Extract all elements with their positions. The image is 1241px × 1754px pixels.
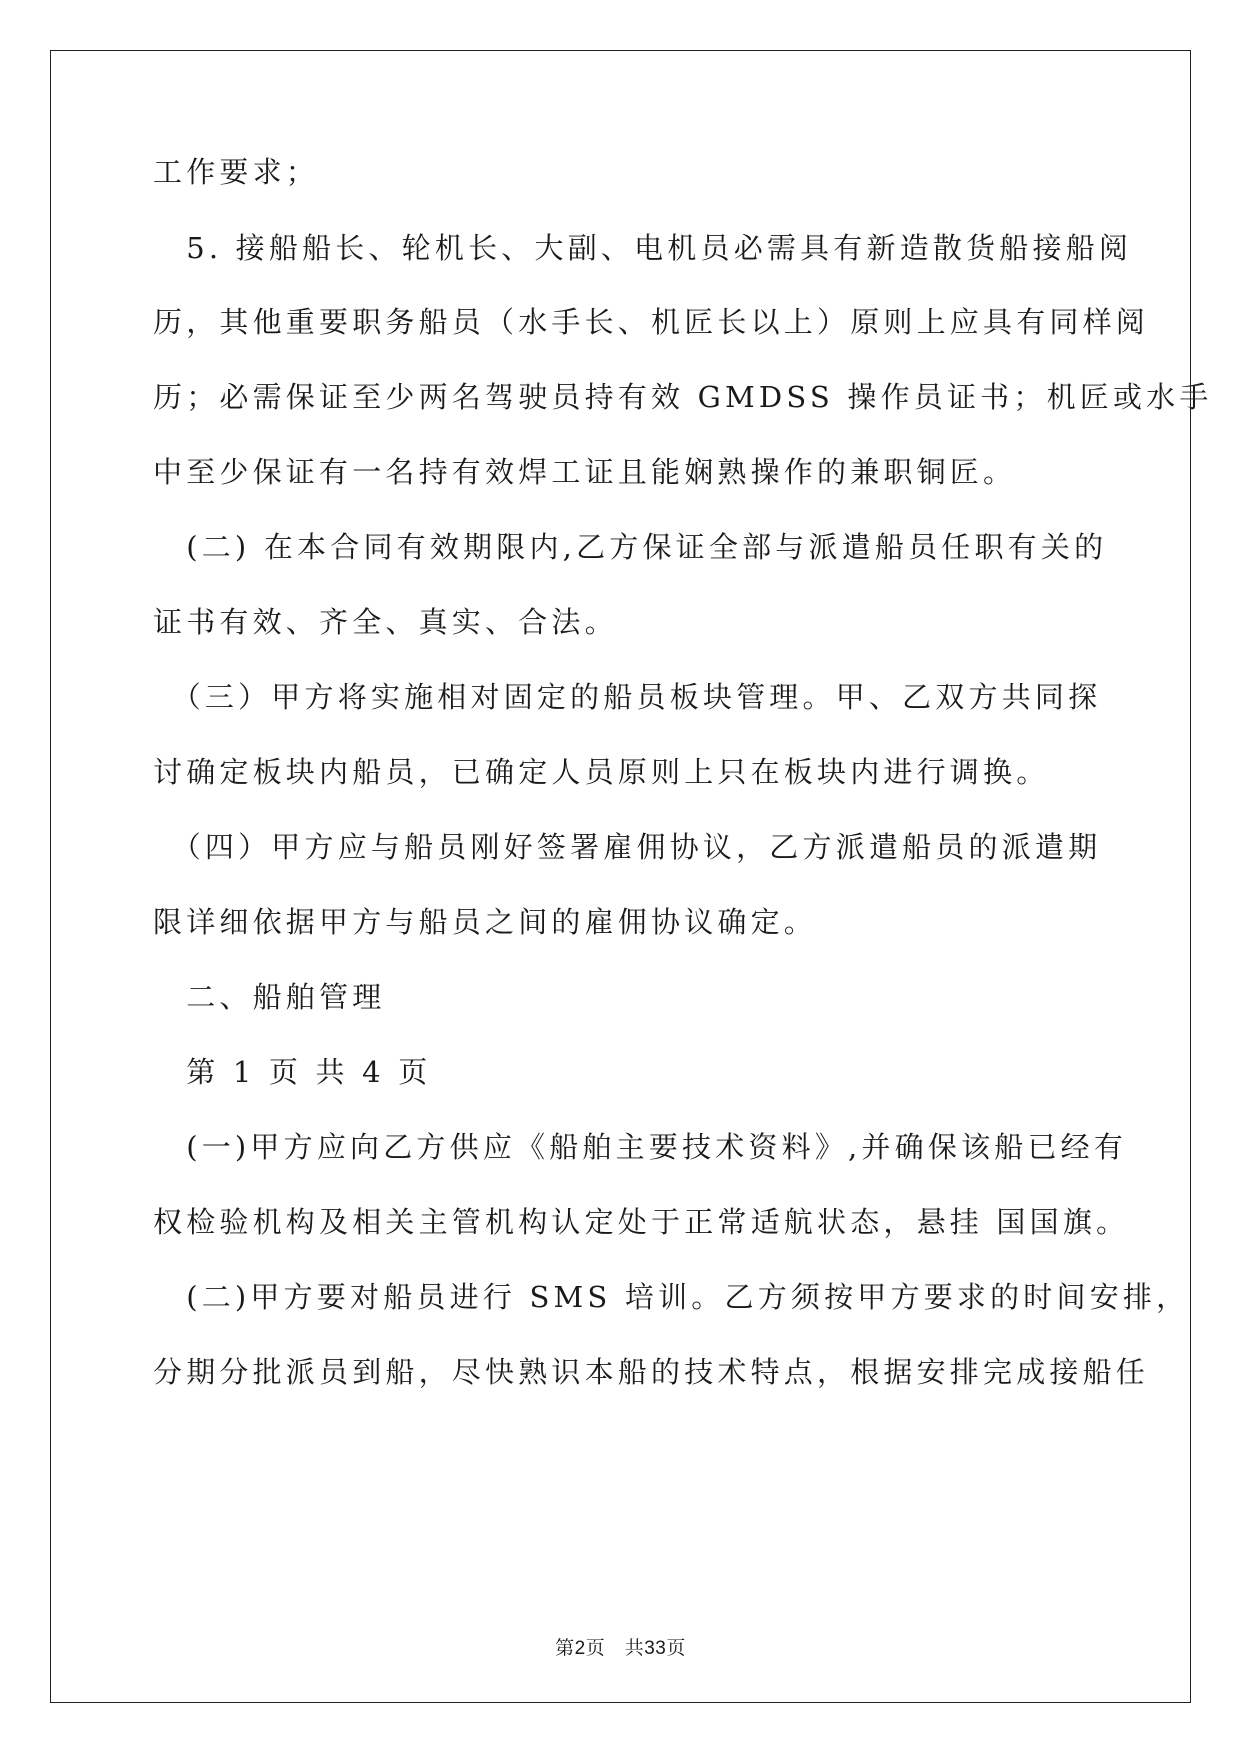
footer-prefix: 第	[555, 1637, 575, 1659]
footer-suffix: 页	[666, 1637, 686, 1659]
inline-page-marker: 第 1 页 共 4 页	[153, 1055, 432, 1089]
paragraph-line: 分期分批派员到船，尽快熟识本船的技术特点，根据安排完成接船任	[153, 1355, 1150, 1389]
paragraph-line: (二) 在本合同有效期限内,乙方保证全部与派遣船员任职有关的	[153, 530, 1108, 564]
footer-middle: 页 共	[585, 1637, 645, 1659]
page-border	[50, 50, 1191, 1703]
paragraph-line: 5. 接船船长、轮机长、大副、电机员必需具有新造散货船接船阅	[153, 231, 1133, 265]
page-footer	[0, 1633, 1241, 1660]
paragraph-line: 历，其他重要职务船员（水手长、机匠长以上）原则上应具有同样阅	[153, 305, 1150, 339]
paragraph-line: 限详细依据甲方与船员之间的雇佣协议确定。	[153, 905, 818, 939]
footer-current-page: 2	[574, 1638, 586, 1659]
paragraph-line: 权检验机构及相关主管机构认定处于正常适航状态，悬挂 国国旗。	[153, 1205, 1130, 1239]
footer-total-pages: 33	[644, 1638, 667, 1659]
paragraph-line: (一)甲方应向乙方供应《船舶主要技术资料》,并确保该船已经有	[153, 1130, 1128, 1164]
paragraph-line: （三）甲方将实施相对固定的船员板块管理。甲、乙双方共同探	[153, 680, 1102, 714]
paragraph-line: 中至少保证有一名持有效焊工证且能娴熟操作的兼职铜匠。	[153, 455, 1017, 489]
paragraph-line: 工作要求；	[153, 155, 320, 189]
paragraph-line: 历；必需保证至少两名驾驶员持有效 GMDSS 操作员证书；机匠或水手	[153, 380, 1213, 414]
paragraph-line: (二)甲方要对船员进行 SMS 培训。乙方须按甲方要求的时间安排，	[153, 1280, 1190, 1314]
paragraph-line: 证书有效、齐全、真实、合法。	[153, 605, 618, 639]
section-heading: 二、船舶管理	[153, 980, 386, 1014]
paragraph-line: （四）甲方应与船员刚好签署雇佣协议，乙方派遣船员的派遣期	[153, 830, 1102, 864]
paragraph-line: 讨确定板块内船员，已确定人员原则上只在板块内进行调换。	[153, 755, 1050, 789]
